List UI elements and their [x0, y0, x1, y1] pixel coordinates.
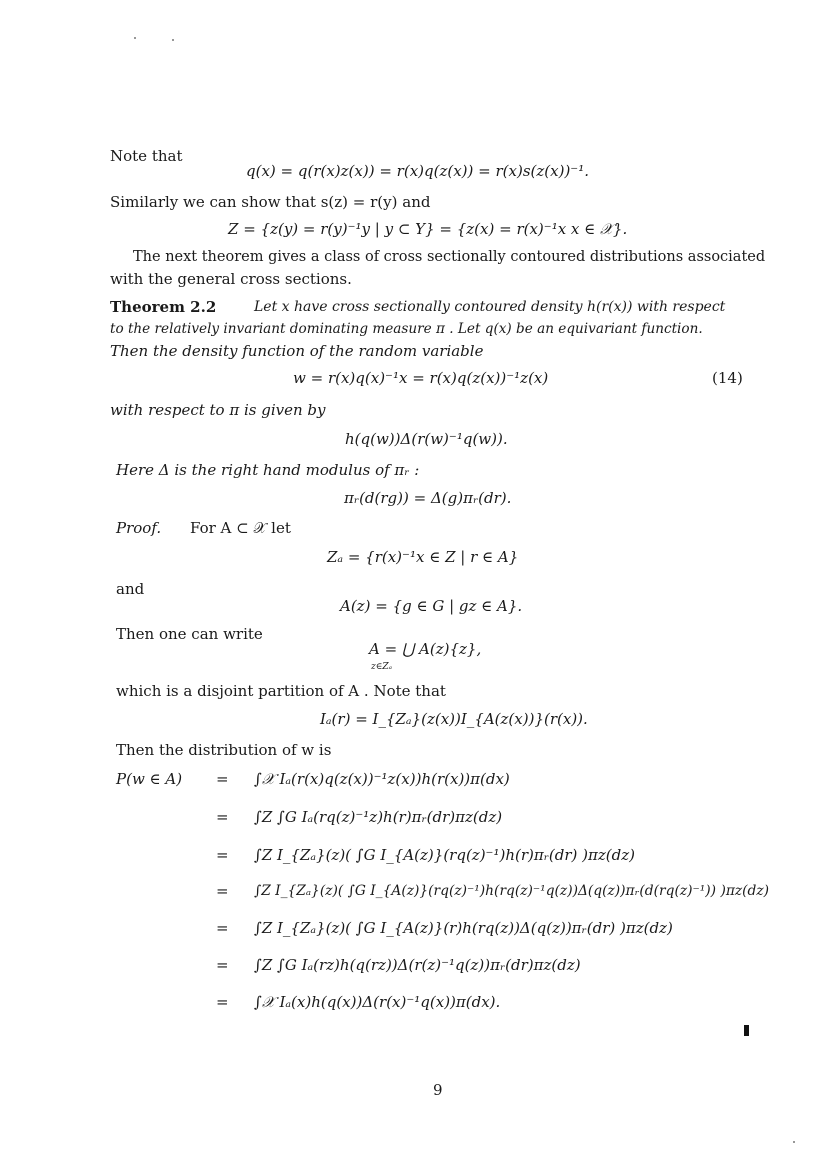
derivation-equals: =	[216, 846, 229, 864]
derivation-lhs: P(w ∈ A)	[116, 770, 183, 788]
and-text: and	[116, 580, 145, 598]
equation-Az: A(z) = {g ∈ G | gz ∈ A}.	[340, 597, 523, 615]
scan-speck	[172, 39, 174, 41]
paragraph-line: The next theorem gives a class of cross sectionally contoured distributions associated	[133, 249, 766, 265]
theorem-label: Theorem 2.2	[110, 298, 217, 316]
derivation-equals: =	[216, 882, 229, 900]
equation-indicator: Iₐ(r) = I_{Zₐ}(z(x))I_{A(z(x))}(r(x)).	[320, 710, 588, 728]
here-delta-text: Here Δ is the right hand modulus of πᵣ :	[116, 461, 420, 479]
disjoint-text: which is a disjoint partition of A . Note that	[116, 682, 446, 700]
equation-union: A = ⋃ A(z){z},	[369, 640, 482, 658]
derivation-step: ∫𝒳 Iₐ(r(x)q(z(x))⁻¹z(x))h(r(x))π(dx)	[254, 770, 510, 788]
theorem-text-line: Then the density function of the random variable	[110, 342, 484, 360]
scan-speck	[793, 1141, 795, 1143]
equation-union-subscript: z∈Zₐ	[371, 662, 393, 672]
derivation-step: ∫Z I_{Zₐ}(z)( ∫G I_{A(z)}(rq(z)⁻¹)h(rq(z)⁻¹q(z))Δ(q(z))πᵣ(d(rq(z)⁻¹)) )πz(dz)	[254, 883, 770, 899]
paragraph-line: with the general cross sections.	[110, 270, 352, 288]
then-write-text: Then one can write	[116, 625, 263, 643]
derivation-equals: =	[216, 808, 229, 826]
equation-ZA: Zₐ = {r(x)⁻¹x ∈ Z | r ∈ A}	[327, 548, 519, 566]
derivation-equals: =	[216, 993, 229, 1011]
derivation-equals: =	[216, 770, 229, 788]
derivation-step: ∫Z I_{Zₐ}(z)( ∫G I_{A(z)}(r)h(rq(z))Δ(q(z))πᵣ(dr) )πz(dz)	[254, 919, 673, 937]
equation-number: (14)	[712, 369, 743, 387]
scan-speck	[134, 37, 136, 39]
derivation-step: ∫𝒳 Iₐ(x)h(q(x))Δ(r(x)⁻¹q(x))π(dx).	[254, 993, 501, 1011]
equation-w: w = r(x)q(x)⁻¹x = r(x)q(z(x))⁻¹z(x)	[293, 369, 549, 387]
derivation-step: ∫Z ∫G Iₐ(rq(z)⁻¹z)h(r)πᵣ(dr)πz(dz)	[254, 808, 503, 826]
equation-q: q(x) = q(r(x)z(x)) = r(x)q(z(x)) = r(x)s(z(x))⁻¹.	[246, 162, 589, 180]
derivation-step: ∫Z ∫G Iₐ(rz)h(q(rz))Δ(r(z)⁻¹q(z))πᵣ(dr)πz(dz)	[254, 956, 581, 974]
with-respect-text: with respect to π is given by	[110, 401, 326, 419]
derivation-step: ∫Z I_{Zₐ}(z)( ∫G I_{A(z)}(rq(z)⁻¹)h(r)πᵣ(dr) )πz(dz)	[254, 846, 635, 864]
similarly-text: Similarly we can show that s(z) = r(y) and	[110, 193, 431, 211]
note-that-text: Note that	[110, 147, 183, 165]
qed-mark	[744, 1025, 749, 1036]
theorem-text-line: to the relatively invariant dominating measure π . Let q(x) be an equivariant function.	[110, 321, 703, 337]
page-number: 9	[433, 1081, 443, 1099]
theorem-text-line: Let x have cross sectionally contoured density h(r(x)) with respect	[254, 299, 726, 315]
equation-density: h(q(w))Δ(r(w)⁻¹q(w)).	[345, 430, 508, 448]
derivation-equals: =	[216, 919, 229, 937]
derivation-equals: =	[216, 956, 229, 974]
equation-Z: Z = {z(y) = r(y)⁻¹y | y ⊂ Y} = {z(x) = r(x)⁻¹x x ∈ 𝒳}.	[228, 220, 628, 238]
equation-modulus: πᵣ(d(rg)) = Δ(g)πᵣ(dr).	[344, 489, 512, 507]
distribution-text: Then the distribution of w is	[116, 741, 332, 759]
proof-for-text: For A ⊂ 𝒳 let	[190, 519, 291, 537]
proof-label: Proof.	[116, 519, 162, 537]
